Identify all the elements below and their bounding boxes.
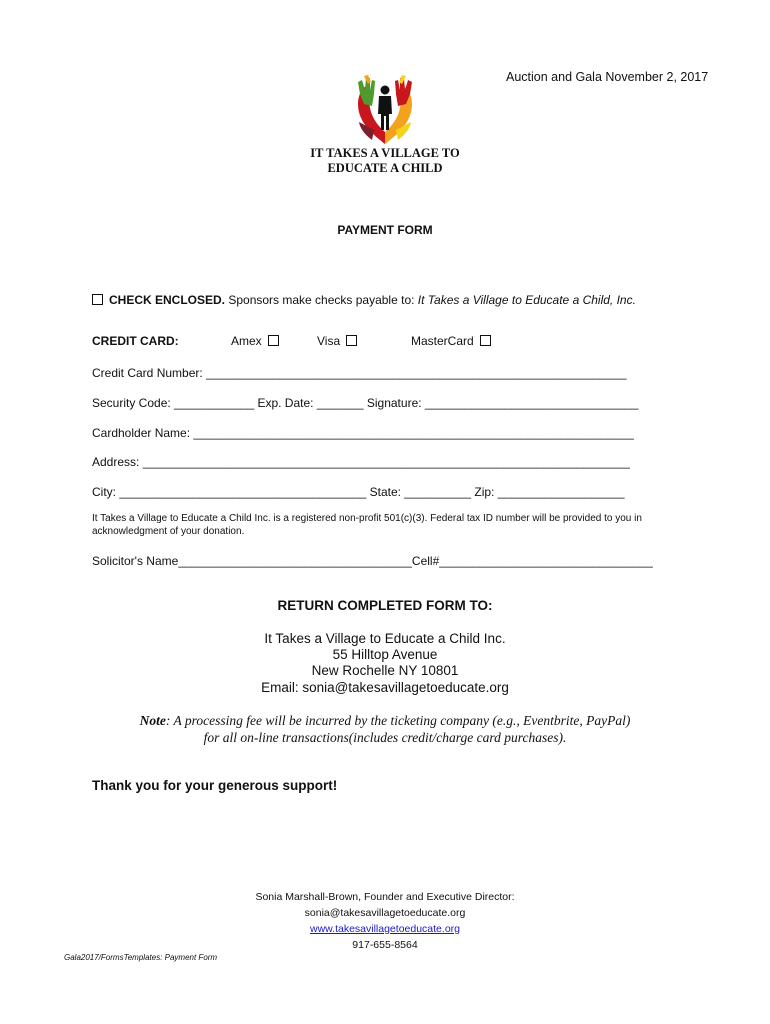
organization-name	[300, 146, 470, 176]
footer-website-row	[0, 923, 770, 935]
city-state-zip-field[interactable]: City: _____________________________________ State: __________ Zip: ___________________	[92, 485, 625, 499]
security-exp-signature-field[interactable]: Security Code: ____________ Exp. Date: _______ Signature: ________________________________	[92, 396, 639, 410]
mastercard-label: MasterCard	[411, 334, 474, 348]
return-title: RETURN COMPLETED FORM TO:	[277, 598, 493, 613]
note-label: Note	[139, 713, 166, 728]
thank-you-message: Thank you for your generous support!	[92, 778, 338, 793]
check-payee: It Takes a Village to Educate a Child, Inc.	[417, 293, 636, 307]
visa-option	[317, 334, 357, 348]
org-name-line-2: EDUCATE A CHILD	[327, 161, 443, 175]
footer-contact: Sonia Marshall-Brown, Founder and Executive Director:	[255, 891, 515, 903]
solicitor-cell-field[interactable]: Solicitor's Name___________________________________Cell#________________________________	[92, 554, 653, 568]
processing-fee-note-line-2: for all on-line transactions(includes credit/charge card purchases).	[203, 730, 567, 745]
event-date: Auction and Gala November 2, 2017	[506, 70, 709, 84]
visa-label: Visa	[317, 334, 341, 348]
amex-option	[231, 334, 279, 348]
check-enclosed-checkbox[interactable]	[92, 294, 103, 305]
amex-label: Amex	[231, 334, 262, 348]
check-instructions: Sponsors make checks payable to:	[225, 293, 418, 307]
footer-phone: 917-655-8564	[352, 939, 418, 951]
processing-fee-note-line-1	[0, 713, 770, 729]
nonprofit-note: It Takes a Village to Educate a Child Inc. is a registered non-profit 501(c)(3). Federal tax ID number will be provided to you in acknowledgment of your donation.	[92, 513, 642, 537]
check-enclosed-line	[92, 293, 636, 307]
return-street: 55 Hilltop Avenue	[332, 647, 438, 662]
village-hands-heart-logo	[352, 74, 418, 146]
amex-checkbox[interactable]	[268, 335, 279, 346]
footer-email: sonia@takesavillagetoeducate.org	[304, 907, 466, 919]
note-text-1: : A processing fee will be incurred by the ticketing company (e.g., Eventbrite, PayPal)	[165, 713, 631, 728]
mastercard-option	[411, 334, 491, 348]
form-title: PAYMENT FORM	[337, 223, 433, 237]
address-field[interactable]: Address: _________________________________________________________________________	[92, 455, 630, 469]
return-email: Email: sonia@takesavillagetoeducate.org	[261, 680, 509, 695]
visa-checkbox[interactable]	[346, 335, 357, 346]
mastercard-checkbox[interactable]	[480, 335, 491, 346]
footer-website-link[interactable]: www.takesavillagetoeducate.org	[309, 923, 460, 935]
document-reference: Gala2017/FormsTemplates: Payment Form	[64, 953, 218, 962]
org-name-line-1: IT TAKES A VILLAGE TO	[310, 146, 460, 160]
check-enclosed-label: CHECK ENCLOSED.	[109, 293, 226, 307]
return-city: New Rochelle NY 10801	[311, 663, 459, 678]
credit-card-label: CREDIT CARD:	[92, 334, 179, 348]
return-org-name: It Takes a Village to Educate a Child Inc.	[264, 631, 506, 646]
cardholder-name-field[interactable]: Cardholder Name: __________________________________________________________________	[92, 426, 634, 440]
card-number-field[interactable]: Credit Card Number: _______________________________________________________________	[92, 366, 627, 380]
